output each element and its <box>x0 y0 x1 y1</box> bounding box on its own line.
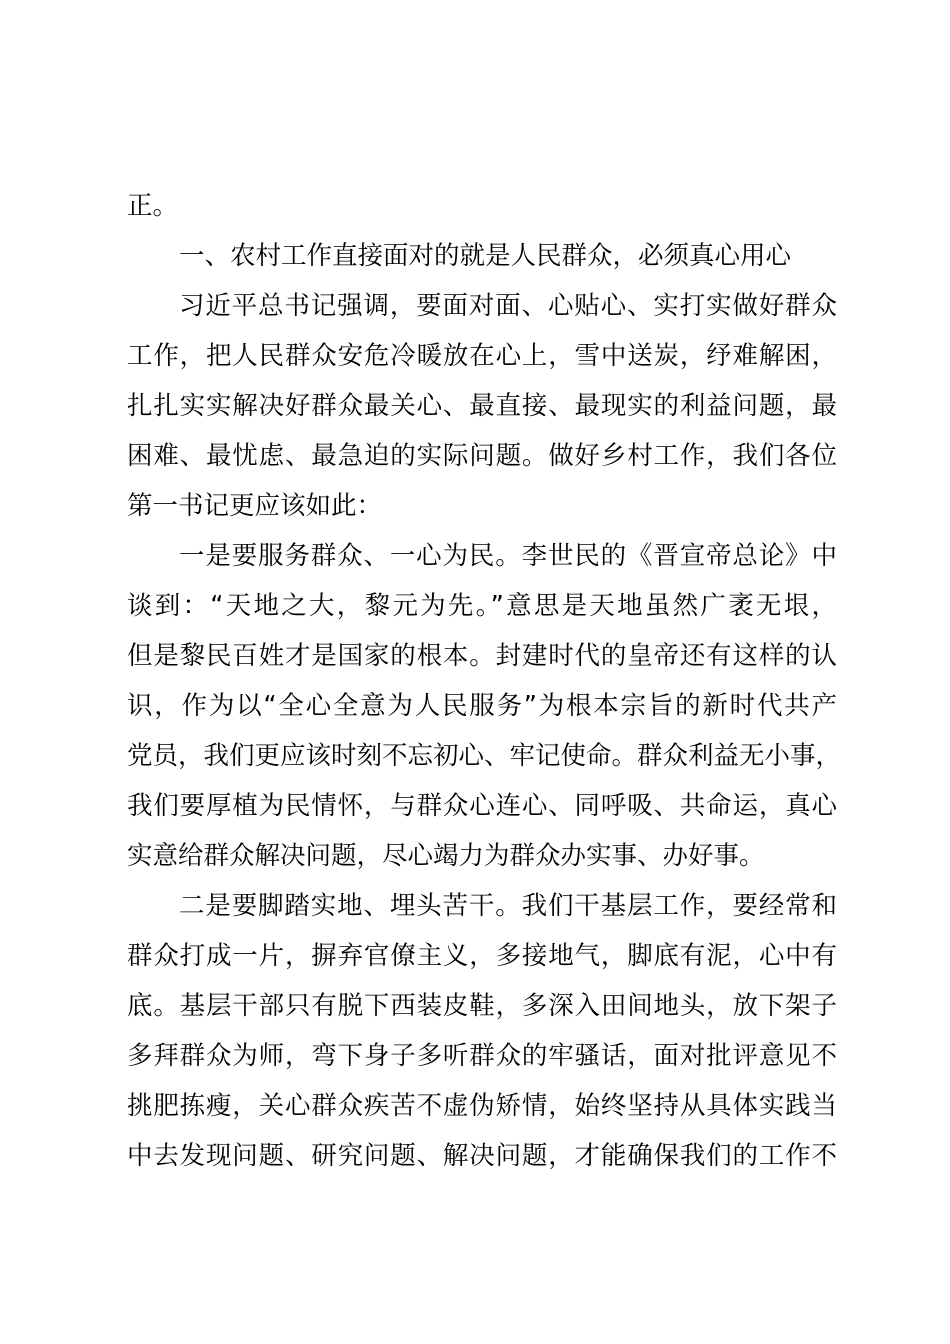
paragraph-line: 我们要厚植为民情怀，与群众心连心、同呼吸、共命运，真心 <box>127 791 837 821</box>
paragraph-line: 党员，我们更应该时刻不忘初心、牢记使命。群众利益无小事， <box>127 741 842 771</box>
paragraph-line: 挑肥拣瘦，关心群众疾苦不虚伪矫情，始终坚持从具体实践当 <box>127 1091 837 1121</box>
paragraph-line: 扎扎实实解决好群众最关心、最直接、最现实的利益问题，最 <box>127 391 837 421</box>
paragraph-line: 群众打成一片，摒弃官僚主义，多接地气，脚底有泥，心中有 <box>127 941 837 971</box>
paragraph-line: 第一书记更应该如此： <box>127 491 383 521</box>
paragraph-line: 但是黎民百姓才是国家的根本。封建时代的皇帝还有这样的认 <box>127 641 837 671</box>
paragraph-line: 一是要服务群众、一心为民。李世民的《晋宣帝总论》中 <box>179 541 837 571</box>
body-text <box>127 181 842 1181</box>
paragraph-line: 中去发现问题、研究问题、解决问题，才能确保我们的工作不 <box>127 1141 837 1171</box>
paragraph-line: 二是要脚踏实地、埋头苦干。我们干基层工作，要经常和 <box>179 891 837 921</box>
paragraph-line: 困难、最忧虑、最急迫的实际问题。做好乡村工作，我们各位 <box>127 441 837 471</box>
paragraph-line: 实意给群众解决问题，尽心竭力为群众办实事、办好事。 <box>127 841 765 871</box>
paragraph-line: 习近平总书记强调，要面对面、心贴心、实打实做好群众 <box>179 291 837 321</box>
paragraph-line: 识，作为以“全心全意为人民服务”为根本宗旨的新时代共产 <box>127 691 837 721</box>
paragraph-line: 谈到：“天地之大，黎元为先。”意思是天地虽然广袤无垠， <box>127 591 837 621</box>
paragraph-line: 正。 <box>127 191 179 221</box>
paragraph-line: 工作，把人民群众安危冷暖放在心上，雪中送炭，纾难解困， <box>127 341 837 371</box>
paragraph-line: 多拜群众为师，弯下身子多听群众的牢骚话，面对批评意见不 <box>127 1041 837 1071</box>
paragraph-line: 底。基层干部只有脱下西装皮鞋，多深入田间地头，放下架子 <box>127 991 837 1021</box>
section-heading: 一、农村工作直接面对的就是人民群众，必须真心用心 <box>179 241 792 271</box>
